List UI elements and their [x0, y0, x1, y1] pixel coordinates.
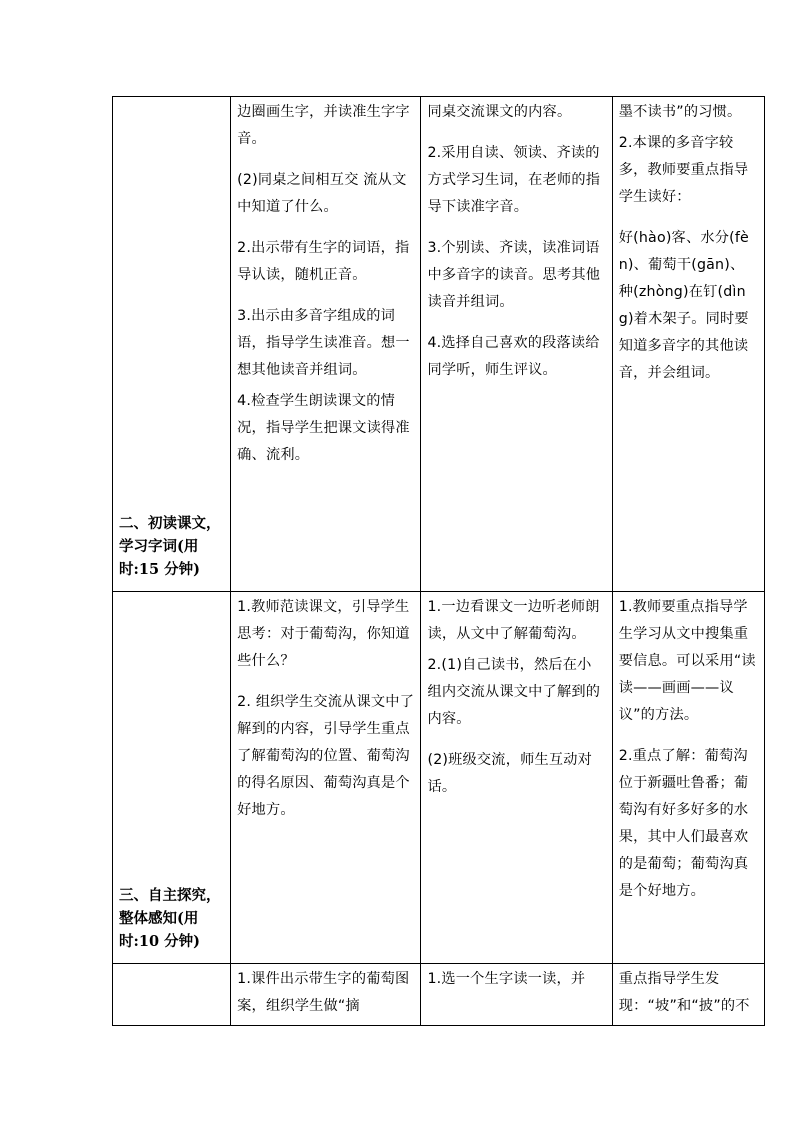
cell-paragraph: (2)同桌之间相互交 流从文中知道了什么。 [237, 172, 407, 215]
table-row [113, 97, 765, 592]
design-notes-cell [612, 592, 764, 964]
cell-paragraph: 4.选择自己喜欢的段落读给同学听，师生评议。 [427, 335, 600, 378]
cell-paragraph: 3.个别读、齐读，读准词语中多音字的读音。思考其他读音并组词。 [427, 240, 601, 310]
cell-paragraph: 1.一边看课文一边听老师朗读，从文中了解葡萄沟。 [427, 599, 600, 642]
teacher-activity-cell [231, 592, 421, 964]
stage-label [113, 964, 230, 974]
cell-paragraph: 好(hào)客、水分(fèn)、葡萄干(gān)、种(zhòng)在钉(dìng)着木架子。同时要知道多音字的其他读音，并会组词。 [618, 230, 749, 381]
teacher-activity-cell [231, 964, 421, 1026]
cell-paragraph: 2.本课的多音字较多，教师要重点指导学生读好： [618, 135, 749, 205]
stage-cell [113, 964, 231, 1026]
stage-cell [113, 97, 231, 592]
student-activity-cell [421, 592, 612, 964]
design-notes-cell [612, 97, 764, 592]
cell-paragraph: 4.检查学生朗读课文的情况，指导学生把课文读得准确、流利。 [237, 393, 410, 463]
cell-paragraph: 2.重点了解：葡萄沟位于新疆吐鲁番；葡萄沟有好多好多的水果，其中人们最喜欢的是葡萄；葡萄沟真是个好地方。 [618, 748, 749, 899]
cell-paragraph: 1.教师范读课文，引导学生思考：对于葡萄沟，你知道些什么？ [237, 599, 410, 669]
cell-paragraph: 3.出示由多音字组成的词语，指导学生读准音。想一想其他读音并组词。 [237, 308, 410, 378]
cell-paragraph: 2.采用自读、领读、齐读的方式学习生词，在老师的指导下读准字音。 [427, 145, 601, 215]
cell-paragraph: 1.课件出示带生字的葡萄图案，组织学生做“摘 [237, 971, 410, 1014]
table-row [113, 964, 765, 1026]
cell-paragraph: (2)班级交流，师生互动对话。 [427, 752, 593, 795]
stage-label: 二、初读课文，学习字词(用时:15 分钟) [119, 515, 221, 578]
cell-paragraph: 墨不读书”的习惯。 [618, 104, 742, 120]
cell-paragraph: 重点指导学生发现：“坡”和“披”的不 [618, 971, 750, 1014]
table-row [113, 592, 765, 964]
cell-paragraph: 边圈画生字，并读准生字字音。 [237, 104, 410, 147]
student-activity-cell [421, 97, 612, 592]
cell-paragraph: 2. 组织学生交流从课文中了解到的内容，引导学生重点了解葡萄沟的位置、葡萄沟的得名原因、葡萄沟真是个好地方。 [237, 694, 415, 818]
teacher-activity-cell [231, 97, 421, 592]
stage-label: 三、自主探究，整体感知(用时:10 分钟) [119, 887, 221, 950]
design-notes-cell [612, 964, 764, 1026]
lesson-plan-table [112, 96, 765, 1026]
student-activity-cell [421, 964, 612, 1026]
stage-cell [113, 592, 231, 964]
cell-paragraph: 2.(1)自己读书，然后在小组内交流从课文中了解到的内容。 [427, 657, 601, 727]
cell-paragraph: 2.出示带有生字的词语，指导认读，随机正音。 [237, 240, 410, 283]
cell-paragraph: 1.选一个生字读一读，并 [427, 971, 586, 987]
cell-paragraph: 同桌交流课文的内容。 [427, 104, 572, 120]
cell-paragraph: 1.教师要重点指导学生学习从文中搜集重要信息。可以采用“读读——画画——议议”的方法。 [618, 599, 756, 723]
